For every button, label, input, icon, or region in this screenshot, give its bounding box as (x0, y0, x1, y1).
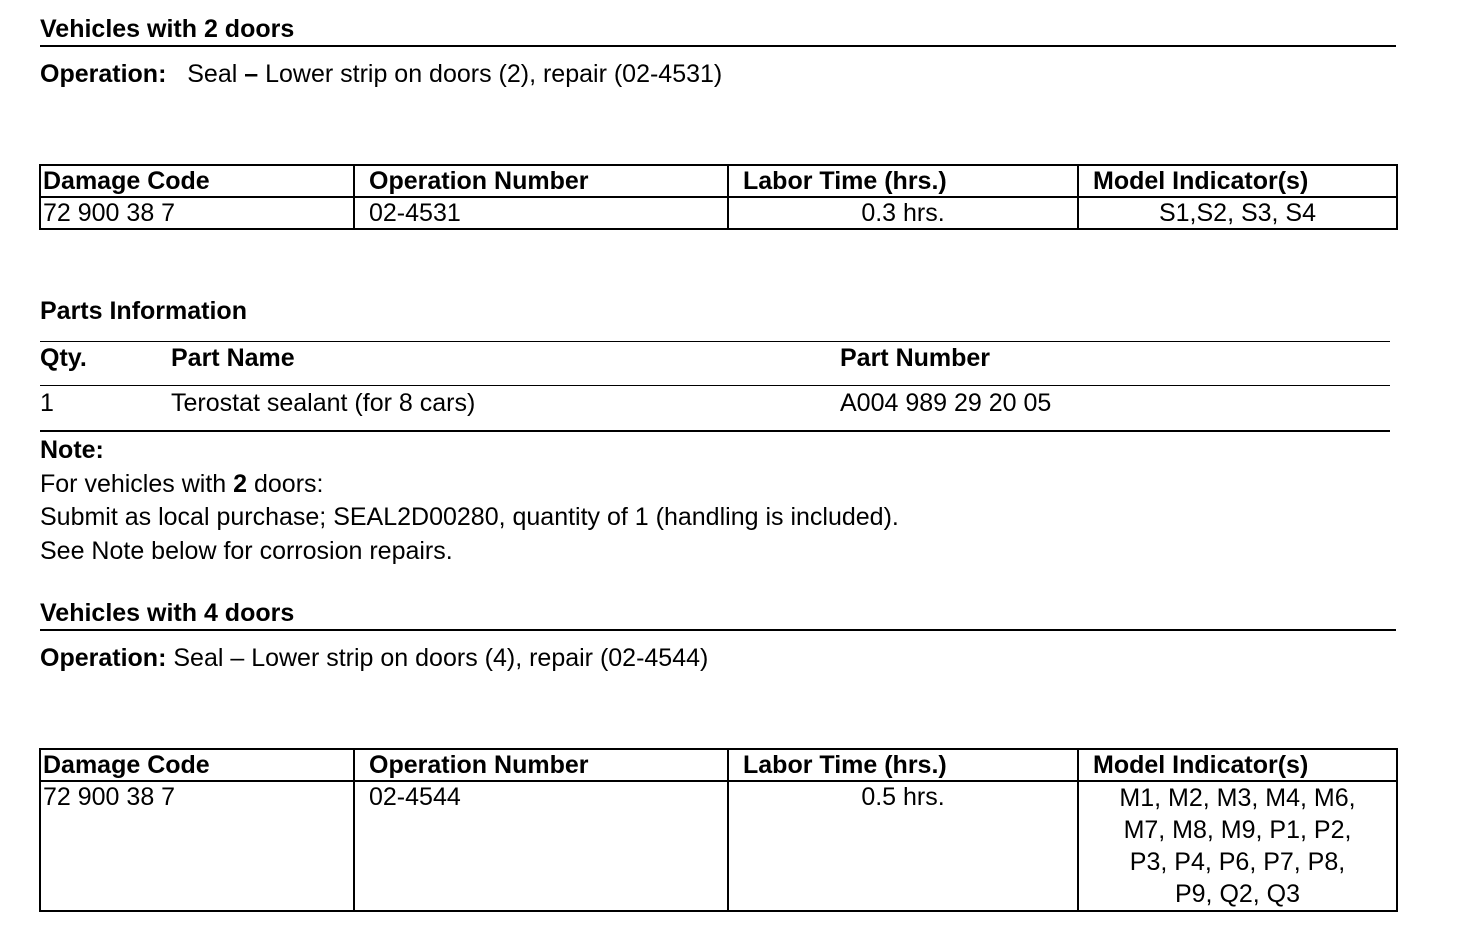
note-line-1-pre: For vehicles with (40, 469, 234, 498)
cell-labor-time: 0.5 hrs. (728, 781, 1078, 911)
cell-operation-number: 02-4544 (354, 781, 728, 911)
parts-information-title: Parts Information (40, 297, 247, 325)
model-indicators-line: M1, M2, M3, M4, M6, (1119, 784, 1356, 812)
parts-header-rule (40, 385, 1390, 386)
note-line-1-bold: 2 (233, 469, 248, 498)
cell-damage-code: 72 900 38 7 (40, 781, 354, 911)
parts-header-part-number: Part Number (840, 344, 991, 372)
parts-row-part-number: A004 989 29 20 05 (840, 389, 1052, 417)
note-line-2: Submit as local purchase; SEAL2D00280, quantity of 1 (handling is included). (40, 503, 899, 531)
section-title-4-doors: Vehicles with 4 doors (40, 598, 1396, 631)
table-row (40, 781, 1397, 911)
header-model-indicators: Model Indicator(s) (1078, 749, 1397, 781)
labor-table-2-doors (39, 164, 1398, 230)
note-heading: Note: (40, 436, 104, 464)
table-header-row (40, 165, 1397, 197)
header-operation-number: Operation Number (354, 165, 728, 197)
model-indicators-line: P3, P4, P6, P7, P8, (1129, 848, 1346, 876)
operation-label: Operation: (40, 60, 167, 88)
header-labor-time: Labor Time (hrs.) (728, 749, 1078, 781)
labor-table-4-doors (39, 748, 1398, 912)
model-indicators-line: M7, M8, M9, P1, P2, (1123, 816, 1352, 844)
header-labor-time: Labor Time (hrs.) (728, 165, 1078, 197)
parts-row-part-name: Terostat sealant (for 8 cars) (171, 389, 476, 417)
table-row (40, 197, 1397, 229)
parts-header-part-name: Part Name (171, 344, 295, 372)
note-line-1-post: doors: (247, 469, 324, 498)
header-model-indicators: Model Indicator(s) (1078, 165, 1397, 197)
operation-line-2-doors (40, 59, 722, 89)
cell-labor-time: 0.3 hrs. (728, 197, 1078, 229)
operation-dash: – (244, 60, 259, 88)
section-title-2-doors: Vehicles with 2 doors (40, 14, 1396, 47)
parts-top-rule (40, 341, 1390, 342)
cell-model-indicators (1078, 781, 1397, 911)
cell-operation-number: 02-4531 (354, 197, 728, 229)
header-damage-code: Damage Code (40, 165, 354, 197)
note-line-1 (40, 468, 899, 502)
operation-text-part2: Lower strip on doors (2), repair (02-4531) (258, 60, 723, 88)
operation-label: Operation: (40, 644, 167, 672)
cell-model-indicators: S1,S2, S3, S4 (1078, 197, 1397, 229)
note-block (40, 434, 899, 568)
operation-text-part1: Seal (187, 60, 245, 88)
model-indicators-line: P9, Q2, Q3 (1174, 880, 1301, 908)
operation-text: Seal – Lower strip on doors (4), repair (02-4544) (173, 644, 709, 672)
parts-row-qty: 1 (40, 389, 54, 417)
cell-damage-code: 72 900 38 7 (40, 197, 354, 229)
header-operation-number: Operation Number (354, 749, 728, 781)
table-header-row (40, 749, 1397, 781)
parts-header-qty: Qty. (40, 344, 87, 372)
parts-bottom-rule (40, 430, 1390, 432)
note-line-3: See Note below for corrosion repairs. (40, 536, 453, 565)
header-damage-code: Damage Code (40, 749, 354, 781)
operation-line-4-doors (40, 643, 708, 673)
